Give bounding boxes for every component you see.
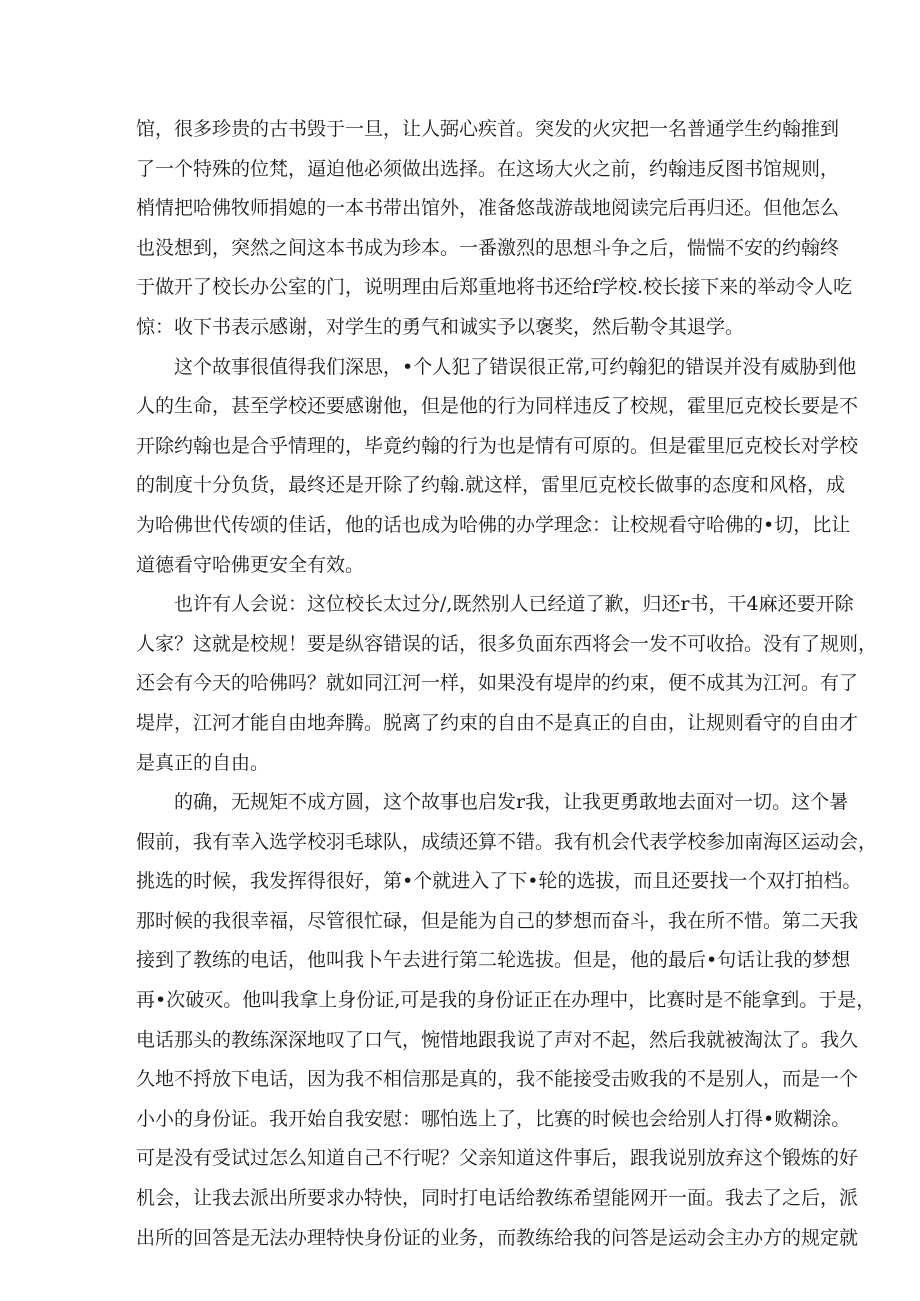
text-line: 小小的身份证。我开始自我安慰：哪怕选上了，比赛的时候也会给别人打得•败糊涂。 bbox=[136, 1107, 851, 1130]
body-text bbox=[136, 110, 878, 1258]
text-line: 惊：收下书表示感谢，对学生的勇气和诚实予以褒奖，然后勒令其退学。 bbox=[136, 315, 745, 338]
text-line: 的制度十分负货，最终还是开除了约翰.就这样，雷里厄克校长做事的态度和风格，成 bbox=[136, 474, 846, 497]
text-line: 那时候的我很幸福，尽管很忙碌，但是能为自己的梦想而奋斗，我在所不惜。第二天我 bbox=[136, 909, 859, 932]
paragraph-first-line: 也许有人会说：这位校长太过分/,既然别人已经道了歉，归还r书，干4麻还要开除 bbox=[174, 593, 854, 616]
text-line: 再•次破灭。他叫我拿上身份证,可是我的身份证正在办理中，比赛时是不能拿到。于是， bbox=[136, 989, 876, 1012]
text-line: 堤岸，江河才能自由地奔腾。脱离了约束的自由不是真正的自由，让规则看守的自由才 bbox=[136, 711, 859, 734]
text-line: 假前，我有幸入选学校羽毛球队，成绩还算不错。我有机会代表学校参加南海区运动会， bbox=[136, 830, 878, 853]
text-line: 还会有今天的哈佛吗？就如同江河一样，如果没有堤岸的约束，便不成其为江河。有了 bbox=[136, 672, 859, 695]
text-line: 机会，让我去派出所要求办特快，同时打电话给教练希望能网开一面。我去了之后，派 bbox=[136, 1187, 859, 1210]
text-line: 久地不捋放下电话，因为我不相信那是真的，我不能接受击败我的不是别人，而是一个 bbox=[136, 1068, 859, 1091]
text-line: 挑选的时候，我发挥得很好，第•个就进入了下•轮的选拔，而且还要找一个双打拍档。 bbox=[136, 870, 862, 893]
text-line: 电话那头的教练深深地叹了口气，惋惜地跟我说了声对不起，然后我就被淘汰了。我久 bbox=[136, 1028, 859, 1051]
text-line: 接到了教练的电话，他叫我卜午去进行第二轮选拔。但是，他的最后•句话让我的梦想 bbox=[136, 949, 851, 972]
text-line: 是真正的自由。 bbox=[136, 751, 270, 774]
text-line: 可是没有受试过怎么知道自己不行呢？父亲知道这件事后，跟我说别放弃这个锻炼的好 bbox=[136, 1147, 859, 1170]
text-line: 开除约翰也是合乎情理的，毕竟约翰的行为也是情有可原的。但是霍里厄克校长对学校 bbox=[136, 434, 859, 457]
text-line: 梢情把哈佛牧师捐媳的一本书带出馆外，准备悠哉游哉地阅读完后再归还。但他怎么 bbox=[136, 197, 840, 220]
text-line: 也没想到，突然之间这本书成为珍本。一番激烈的思想斗争之后，惴惴不安的约翰终 bbox=[136, 236, 840, 259]
text-line: 人的生命，甚至学校还要感谢他，但是他的行为同样违反了校规，霍里厄克校长要是不 bbox=[136, 395, 859, 418]
paragraph-first-line: 这个故事很值得我们深思，•个人犯了错误很正常,可约翰犯的错误并没有威胁到他 bbox=[174, 355, 857, 378]
text-line: 了一个特殊的位梵，逼迫他必须做出选择。在这场大火之前，约翰违反图书馆规则， bbox=[136, 157, 840, 180]
text-line: 人家？这就是校规！要是纵容错误的话，很多负面东西将会一发不可收拾。没有了规则， bbox=[136, 632, 878, 655]
paragraph-first-line: 的确，无规矩不成方圆，这个故事也启发r我，让我更勇敢地去面对一切。这个暑 bbox=[174, 791, 849, 814]
text-line: 于做开了校长办公室的门，说明理由后郑重地将书还给f学校.校长接下来的举动令人吃 bbox=[136, 276, 853, 299]
text-line: 道德看守哈佛更安全有效。 bbox=[136, 553, 365, 576]
text-line: 馆，很多珍贵的古书毁于一旦，让人弼心疾首。突发的火灾把一名普通学生约翰推到 bbox=[136, 118, 840, 140]
text-line: 为哈佛世代传颂的佳话，他的话也成为哈佛的办学理念：让校规看守哈佛的•切，比让 bbox=[136, 513, 851, 536]
text-line: 出所的回答是无法办理特快身份证的业务，而教练给我的问答是运动会主办方的规定就 bbox=[136, 1226, 859, 1249]
